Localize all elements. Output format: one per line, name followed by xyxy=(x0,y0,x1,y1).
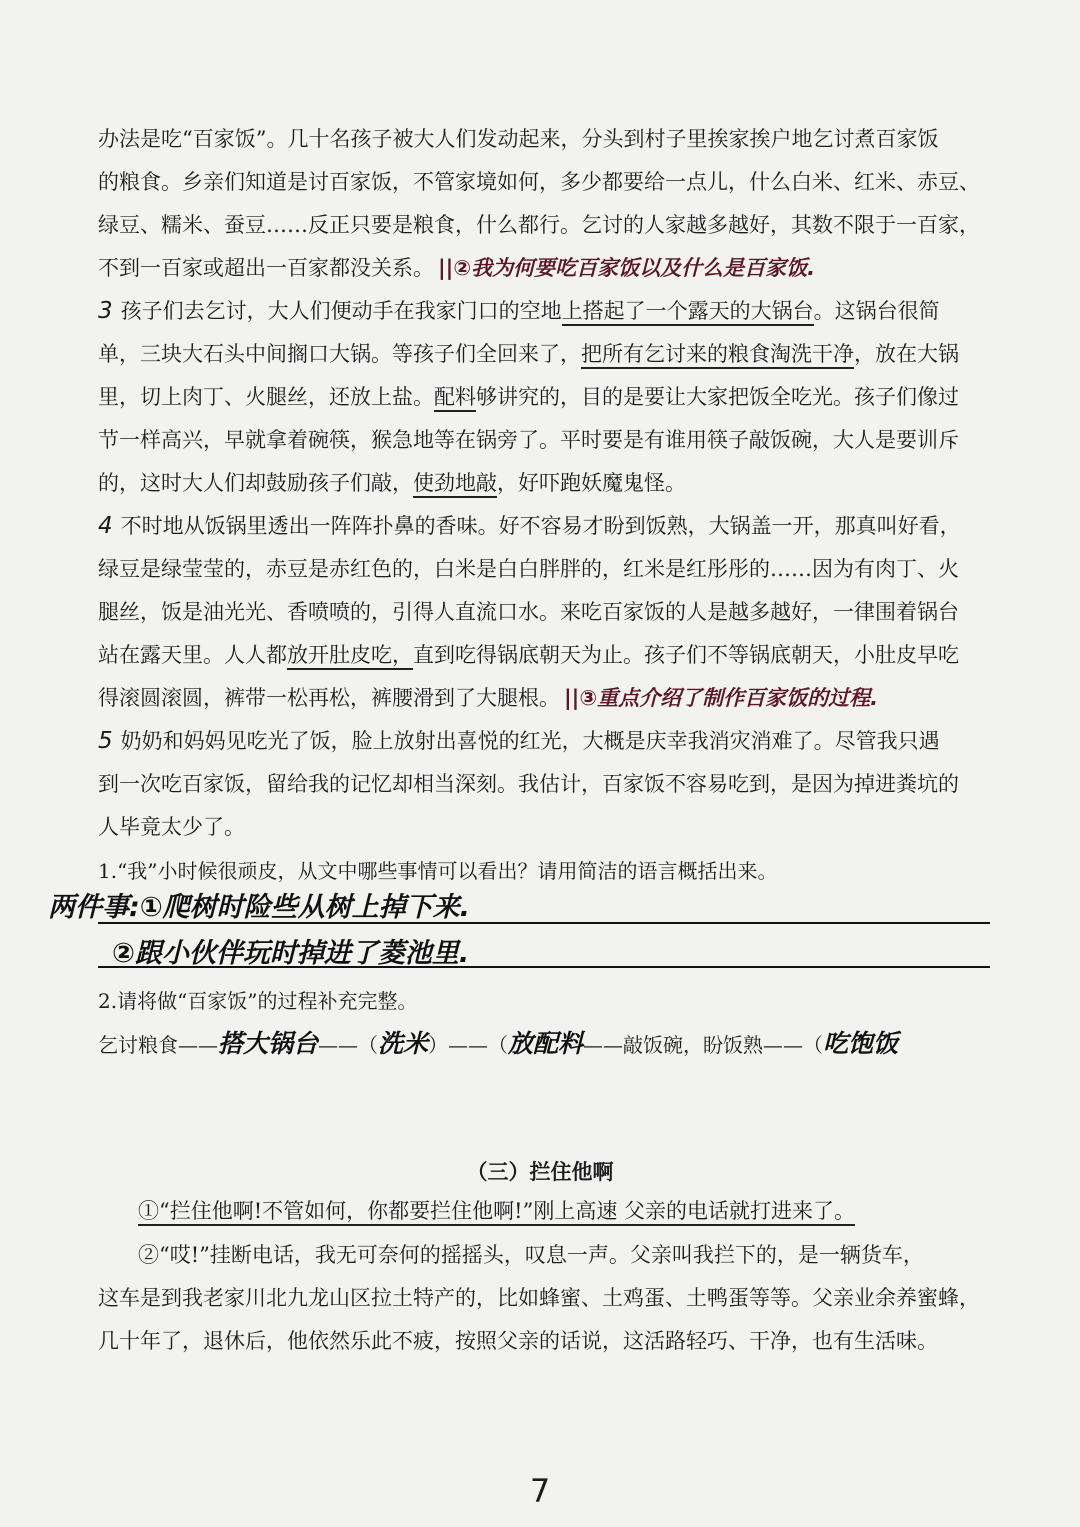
handwritten-note: ||②我为何要吃百家饭以及什么是百家饭. xyxy=(438,256,816,280)
question-text: 1.“我”小时候很顽皮，从文中哪些事情可以看出？请用简洁的语言概括出来。 xyxy=(98,859,778,883)
underlined-text: 放开肚皮吃， xyxy=(287,643,413,670)
text-line xyxy=(98,677,998,720)
text-line: ②“哎!”挂断电话，我无可奈何的摇摇头，叹息一声。父亲叫我拦下的，是一辆货车， xyxy=(138,1243,924,1267)
question-text: 2.请将做“百家饭”的过程补充完整。 xyxy=(98,989,418,1013)
text-line: 绿豆是绿莹莹的，赤豆是赤红色的，白米是白白胖胖的，红米是红彤彤的……因为有肉丁、火 xyxy=(98,557,959,581)
question-2 xyxy=(98,980,998,1023)
text-line xyxy=(98,634,998,677)
text-segment: 孩子们去乞讨，大人们便动手在我家门口的空地 xyxy=(120,299,562,323)
paragraph-4 xyxy=(98,505,998,720)
answer-1-line-2 xyxy=(112,932,992,975)
paragraph-number: 4 xyxy=(98,513,113,539)
answer-rule xyxy=(98,922,990,924)
text-line: 几十年了，退休后，他依然乐此不疲，按照父亲的话说，这活路轻巧、干净，也有生活味。 xyxy=(98,1329,938,1353)
text-line: 腿丝，饭是油光光、香喷喷的，引得人直流口水。来吃百家饭的人是越多越好，一律围着锅台 xyxy=(98,600,959,624)
text-segment: 不时地从饭锅里透出一阵阵扑鼻的香味。好不容易才盼到饭熟，大锅盖一开，那真叫好看， xyxy=(120,514,961,538)
text-line xyxy=(98,247,998,290)
section-title: （三）拦住他啊 xyxy=(466,1159,614,1184)
handwritten-answer: 放配料 xyxy=(508,1029,584,1058)
text-segment: 得滚圆滚圆，裤带一松再松，裤腰滑到了大腿根。 xyxy=(98,686,560,710)
handwritten-answer: 搭大锅台 xyxy=(218,1029,319,1058)
page-number: 7 xyxy=(529,1472,551,1510)
text-line xyxy=(138,1190,998,1233)
underlined-text: 把所有乞讨来的粮食淘洗干净 xyxy=(581,342,854,369)
text-segment: 单，三块大石头中间搁口大锅。等孩子们全回来了， xyxy=(98,342,581,366)
section-paragraph-2-cont xyxy=(98,1277,998,1363)
underlined-text: 使劲地敲 xyxy=(413,471,497,498)
text-segment: 站在露天里。人人都 xyxy=(98,643,287,667)
underlined-text: 上搭起了一个露天的大锅台 xyxy=(562,299,814,326)
text-segment: 奶奶和妈妈见吃光了饭，脸上放射出喜悦的红光，大概是庆幸我消灾消难了。尽管我只遇 xyxy=(120,729,940,753)
text-segment: 的，这时大人们却鼓励孩子们敲， xyxy=(98,471,413,495)
text-line xyxy=(98,720,998,763)
paragraph-number: 5 xyxy=(98,728,113,754)
paragraph-number: 3 xyxy=(98,298,113,324)
text-line xyxy=(98,290,998,333)
text-segment: ）——（ xyxy=(428,1033,509,1057)
text-segment: ——敲饭碗，盼饭熟——（ xyxy=(583,1033,824,1057)
text-line: 办法是吃“百家饭”。几十名孩子被大人们发动起来，分头到村子里挨家挨户地乞讨煮百家饭 xyxy=(98,127,939,151)
text-line: 绿豆、糯米、蚕豆……反正只要是粮食，什么都行。乞讨的人家越多越好，其数不限于一百家， xyxy=(98,213,980,237)
section-paragraph-1 xyxy=(138,1190,998,1233)
question-2-answer xyxy=(98,1022,998,1065)
text-segment: ，好吓跑妖魔鬼怪。 xyxy=(497,471,686,495)
handwritten-answer: 洗米 xyxy=(378,1029,429,1058)
text-line xyxy=(98,462,998,505)
fill-line xyxy=(98,1022,998,1065)
text-segment: 直到吃得锅底朝天为止。孩子们不等锅底朝天，小肚皮早吃 xyxy=(413,643,959,667)
text-line xyxy=(98,376,998,419)
text-segment: ，放在大锅 xyxy=(854,342,959,366)
text-segment: 够讲究的，目的是要让大家把饭全吃光。孩子们像过 xyxy=(476,385,959,409)
underlined-text: 配料 xyxy=(434,385,476,412)
text-line: 节一样高兴，早就拿着碗筷，猴急地等在锅旁了。平时要是有谁用筷子敲饭碗，大人是要训斥 xyxy=(98,428,959,452)
handwritten-answer: 两件事:①爬树时险些从树上掉下来. xyxy=(48,892,470,923)
section-paragraph-2 xyxy=(138,1234,998,1277)
text-line xyxy=(98,505,998,548)
text-line: 到一次吃百家饭，留给我的记忆却相当深刻。我估计，百家饭不容易吃到，是因为掉进粪坑的 xyxy=(98,772,959,796)
underlined-text: ①“拦住他啊!不管如何，你都要拦住他啊!”刚上高速 父亲的电话就打进来了。 xyxy=(138,1199,855,1226)
paragraph-2 xyxy=(98,118,998,290)
paragraph-3 xyxy=(98,290,998,505)
text-line xyxy=(98,333,998,376)
handwritten-note: ||③重点介绍了制作百家饭的过程. xyxy=(564,686,879,710)
handwritten-answer: ②跟小伙伴玩时掉进了菱池里. xyxy=(112,938,470,969)
paragraph-5 xyxy=(98,720,998,849)
text-segment: 乞讨粮食—— xyxy=(98,1033,218,1057)
text-segment: ——（ xyxy=(318,1033,379,1057)
handwritten-answer: 吃饱饭 xyxy=(823,1029,899,1058)
text-line: 的粮食。乡亲们知道是讨百家饭，不管家境如何，多少都要给一点儿，什么白米、红米、赤豆、 xyxy=(98,170,980,194)
text-line: 这车是到我老家川北九龙山区拉土特产的，比如蜂蜜、土鸡蛋、土鸭蛋等等。父亲业余养蜜蜂， xyxy=(98,1286,980,1310)
text-segment: 。这锅台很简 xyxy=(813,299,940,323)
text-line: 人毕竟太少了。 xyxy=(98,815,245,839)
text-segment: 不到一百家或超出一百家都没关系。 xyxy=(98,256,434,280)
answer-rule xyxy=(98,966,990,968)
text-segment: 里，切上肉丁、火腿丝，还放上盐。 xyxy=(98,385,434,409)
